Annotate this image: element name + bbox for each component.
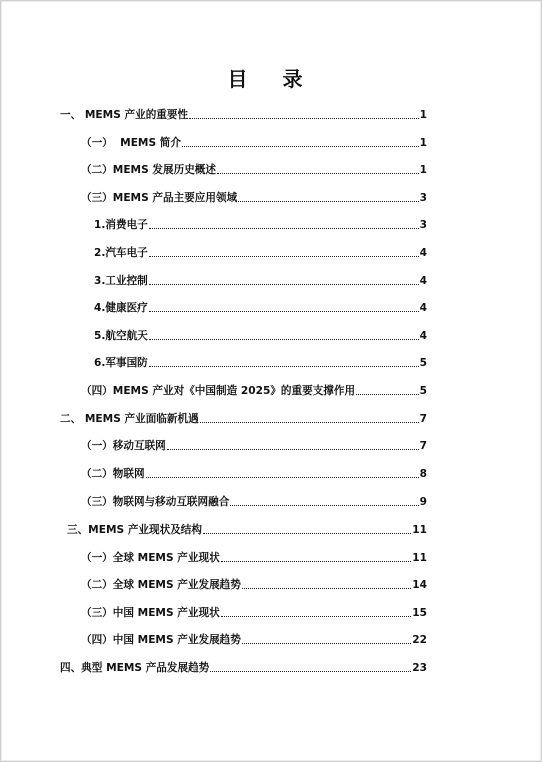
toc-page-number: 1 [419,109,427,121]
toc-entry[interactable] [81,466,427,482]
toc-dot-leader [230,504,418,506]
toc-entry-label: 三、MEMS 产业现状及结构 [67,524,202,536]
toc-page-number: 14 [412,579,427,591]
toc-entry[interactable] [94,273,427,289]
toc-entry-label: （三）物联网与移动互联网融合 [81,496,230,508]
toc-page-number: 23 [412,662,427,674]
toc-entry[interactable] [81,550,427,566]
toc-entry-label: 3.工业控制 [94,275,148,287]
toc-entry[interactable] [60,660,427,676]
toc-page-number: 8 [419,468,427,480]
toc-entry[interactable] [81,577,427,593]
toc-page-number: 1 [419,137,427,149]
toc-entry[interactable] [94,355,427,371]
toc-dot-leader [242,587,411,589]
toc-entry-label: 二、 MEMS 产业面临新机遇 [60,413,199,425]
toc-entry-label: 6.军事国防 [94,357,148,369]
toc-page-number: 1 [419,164,427,176]
toc-entry-label: （一）移动互联网 [81,440,166,452]
toc-dot-leader [221,615,412,617]
toc-page-number: 3 [419,219,427,231]
toc-entry-label: 一、 MEMS 产业的重要性 [60,109,189,121]
page-title: 目 录 [227,67,317,91]
toc-page-number: 4 [419,330,427,342]
toc-entry-label: （三）MEMS 产品主要应用领域 [81,192,238,204]
toc-dot-leader [149,338,419,340]
toc-page-number: 22 [412,634,427,646]
toc-dot-leader [356,393,419,395]
toc-dot-leader [238,200,418,202]
toc-entry[interactable] [94,245,427,261]
toc-page-number: 4 [419,302,427,314]
toc-page-number: 5 [419,357,427,369]
toc-dot-leader [167,448,419,450]
toc-dot-leader [149,365,419,367]
toc-page-number: 11 [412,552,427,564]
toc-entry-label: （二）全球 MEMS 产业发展趋势 [81,579,241,591]
toc-dot-leader [200,421,419,423]
toc-page-number: 9 [419,496,427,508]
toc-dot-leader [217,172,419,174]
toc-page-number: 15 [412,607,427,619]
toc-entry[interactable] [94,217,427,233]
toc-dot-leader [149,227,419,229]
toc-entry[interactable] [81,135,427,151]
toc-entry-label: 2.汽车电子 [94,247,148,259]
toc-dot-leader [146,476,419,478]
toc-dot-leader [189,117,419,119]
toc-entry-label: （二）MEMS 发展历史概述 [81,164,216,176]
toc-page-number: 5 [419,385,427,397]
toc-entry[interactable] [81,162,427,178]
toc-dot-leader [242,642,411,644]
toc-entry[interactable] [81,632,427,648]
toc-entry[interactable] [60,411,427,427]
toc-entry[interactable] [94,328,427,344]
toc-entry[interactable] [60,107,427,123]
toc-dot-leader [182,145,419,147]
toc-entry-label: 四、典型 MEMS 产品发展趋势 [60,662,210,674]
toc-entry[interactable] [81,383,427,399]
toc-entry-label: 4.健康医疗 [94,302,148,314]
toc-dot-leader [149,255,419,257]
toc-entry-label: （一）全球 MEMS 产业现状 [81,552,220,564]
toc-dot-leader [210,670,411,672]
toc-entry-label: （四）中国 MEMS 产业发展趋势 [81,634,241,646]
toc-entry[interactable] [81,605,427,621]
toc-dot-leader [203,532,411,534]
toc-page-number: 4 [419,275,427,287]
toc-page-number: 11 [412,524,427,536]
toc-entry[interactable] [67,522,427,538]
toc-entry-label: （二）物联网 [81,468,145,480]
toc-page-number: 7 [419,440,427,452]
toc-entry-label: 5.航空航天 [94,330,148,342]
toc-dot-leader [221,560,412,562]
toc-dot-leader [149,310,419,312]
toc-entry-label: （四）MEMS 产业对《中国制造 2025》的重要支撑作用 [81,385,356,397]
toc-entry[interactable] [81,190,427,206]
toc-entry[interactable] [81,438,427,454]
toc-page-number: 3 [419,192,427,204]
toc-entry-label: （三）中国 MEMS 产业现状 [81,607,220,619]
toc-page-number: 4 [419,247,427,259]
toc-dot-leader [149,283,419,285]
toc-page-number: 7 [419,413,427,425]
toc-entry-label: （一） MEMS 简介 [81,137,181,149]
toc-entry[interactable] [81,494,427,510]
toc-entry-label: 1.消费电子 [94,219,148,231]
toc-entry[interactable] [94,300,427,316]
